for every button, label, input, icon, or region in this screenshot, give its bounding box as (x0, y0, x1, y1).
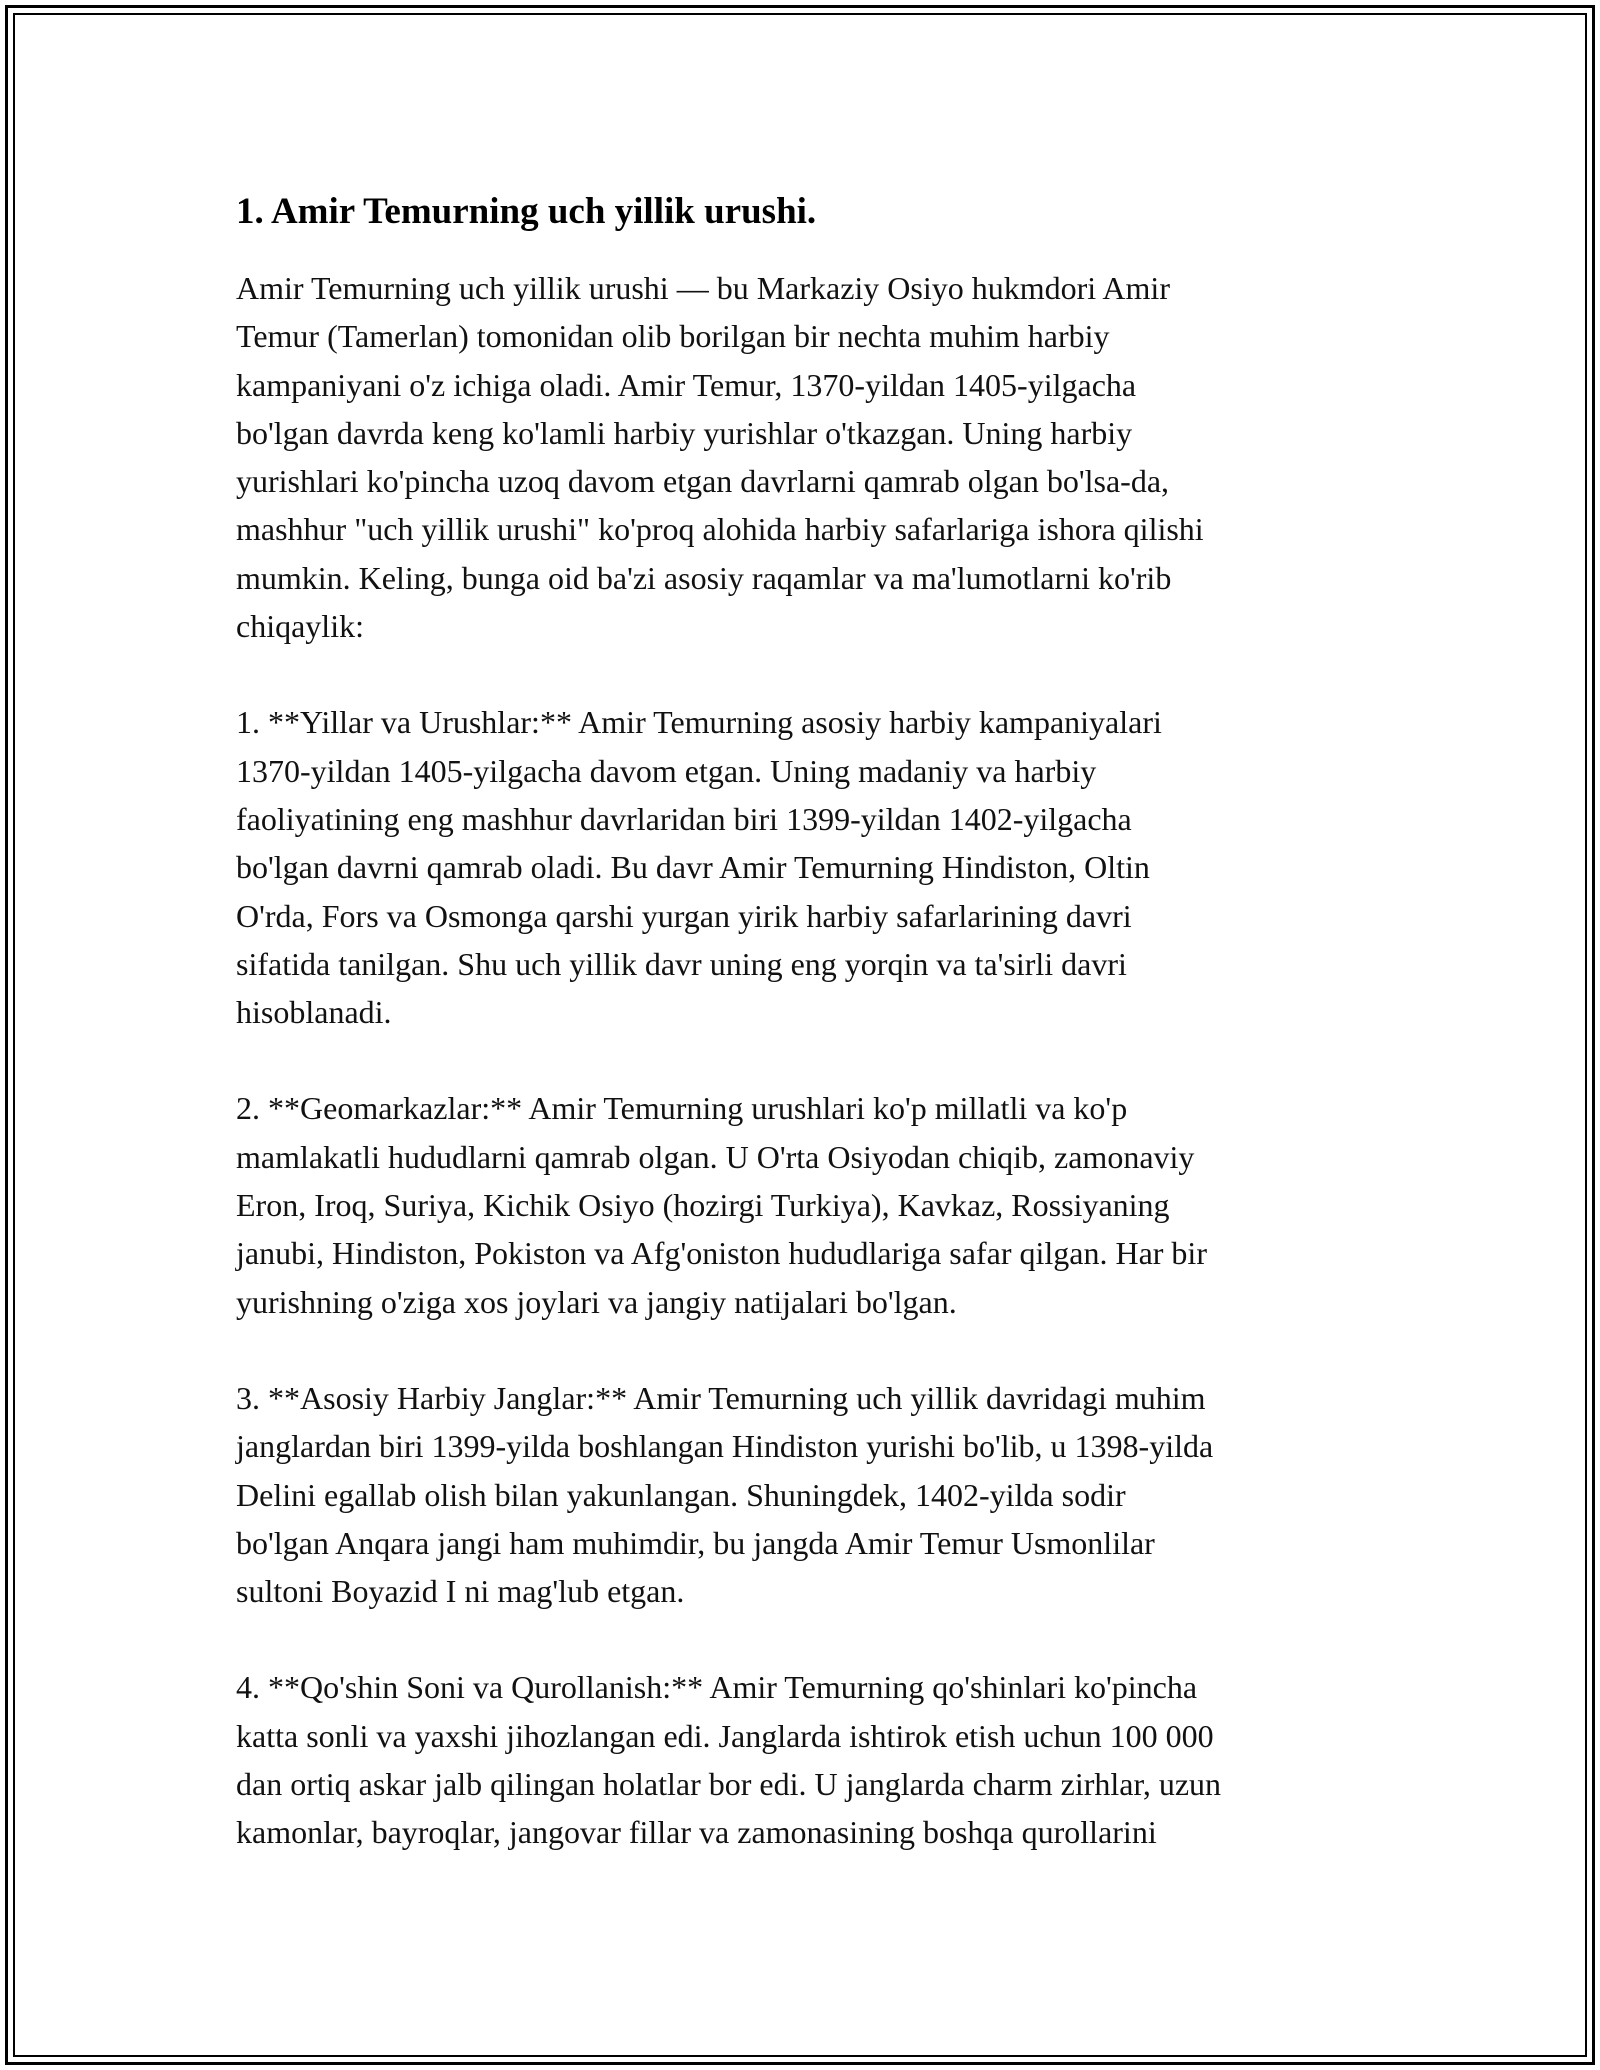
text-line: Amir Temurning uch yillik urushi — bu Markaziy Osiyo hukmdori Amir (236, 270, 1170, 306)
text-line: dan ortiq askar jalb qilingan holatlar bor edi. U janglarda charm zirhlar, uzun (236, 1766, 1222, 1803)
text-line: yurishlari ko'pincha uzoq davom etgan davrlarni qamrab olgan bo'lsa-da, (236, 463, 1170, 500)
text-line: janglardan biri 1399-yilda boshlangan Hindiston yurishi bo'lib, u 1398-yilda (236, 1428, 1214, 1465)
text-line: bo'lgan davrni qamrab oladi. Bu davr Amir Temurning Hindiston, Oltin (236, 849, 1150, 886)
text-line: mamlakatli hududlarni qamrab olgan. U O'rta Osiyodan chiqib, zamonaviy (236, 1138, 1195, 1175)
text-line: kamonlar, bayroqlar, jangovar fillar va zamonasining boshqa qurollarini (236, 1814, 1157, 1851)
text-line: mashhur "uch yillik urushi" ko'proq alohida harbiy safarlariga ishora qilishi (236, 511, 1204, 548)
text-line: Delini egallab olish bilan yakunlangan. Shuningdek, 1402-yilda sodir (236, 1476, 1126, 1513)
text-line: bo'lgan Anqara jangi ham muhimdir, bu jangda Amir Temur Usmonlilar (236, 1524, 1155, 1561)
text-line: sultoni Boyazid I ni mag'lub etgan. (236, 1573, 685, 1610)
text-line: bo'lgan davrda keng ko'lamli harbiy yurishlar o'tkazgan. Uning harbiy (236, 414, 1133, 451)
text-line: 1370-yildan 1405-yilgacha davom etgan. Uning madaniy va harbiy (236, 752, 1097, 789)
text-line: 3. **Asosiy Harbiy Janglar:** Amir Temurning uch yillik davridagi muhim (236, 1379, 1206, 1416)
text-line: chiqaylik: (236, 608, 364, 645)
text-line: faoliyatining eng mashhur davrlaridan biri 1399-yildan 1402-yilgacha (236, 800, 1132, 837)
text-line: kampaniyani o'z ichiga oladi. Amir Temur, 1370-yildan 1405-yilgacha (236, 366, 1137, 403)
text-line: Eron, Iroq, Suriya, Kichik Osiyo (hozirgi Turkiya), Kavkaz, Rossiyaning (236, 1187, 1170, 1224)
text-line: 1. **Yillar va Urushlar:** Amir Temurning asosiy harbiy kampaniyalari (236, 704, 1162, 741)
text-line: mumkin. Keling, bunga oid ba'zi asosiy raqamlar va ma'lumotlarni ko'rib (236, 559, 1172, 596)
section-heading: 1. Amir Temurning uch yillik urushi. (236, 191, 817, 232)
text-line: yurishning o'ziga xos joylari va jangiy natijalari bo'lgan. (236, 1283, 957, 1320)
intro-paragraph (236, 264, 1376, 650)
text-line: Temur (Tamerlan) tomonidan olib borilgan bir nechta muhim harbiy (236, 318, 1110, 355)
text-line: sifatida tanilgan. Shu uch yillik davr uning eng yorqin va ta'sirli davri (236, 945, 1127, 982)
years-and-wars-paragraph (236, 698, 1376, 1036)
main-battles-paragraph (236, 1374, 1376, 1615)
document-body (236, 188, 1376, 1905)
geocenters-paragraph (236, 1084, 1376, 1325)
text-line: katta sonli va yaxshi jihozlangan edi. Janglarda ishtirok etish uchun 100 000 (236, 1717, 1214, 1754)
army-size-paragraph (236, 1663, 1376, 1856)
text-line: O'rda, Fors va Osmonga qarshi yurgan yirik harbiy safarlarining davri (236, 897, 1132, 934)
text-line: 2. **Geomarkazlar:** Amir Temurning urushlari ko'p millatli va ko'p (236, 1090, 1128, 1127)
text-line: janubi, Hindiston, Pokiston va Afg'oniston hududlariga safar qilgan. Har bir (236, 1235, 1207, 1272)
text-line: 4. **Qo'shin Soni va Qurollanish:** Amir Temurning qo'shinlari ko'pincha (236, 1669, 1198, 1706)
text-line: hisoblanadi. (236, 994, 392, 1031)
